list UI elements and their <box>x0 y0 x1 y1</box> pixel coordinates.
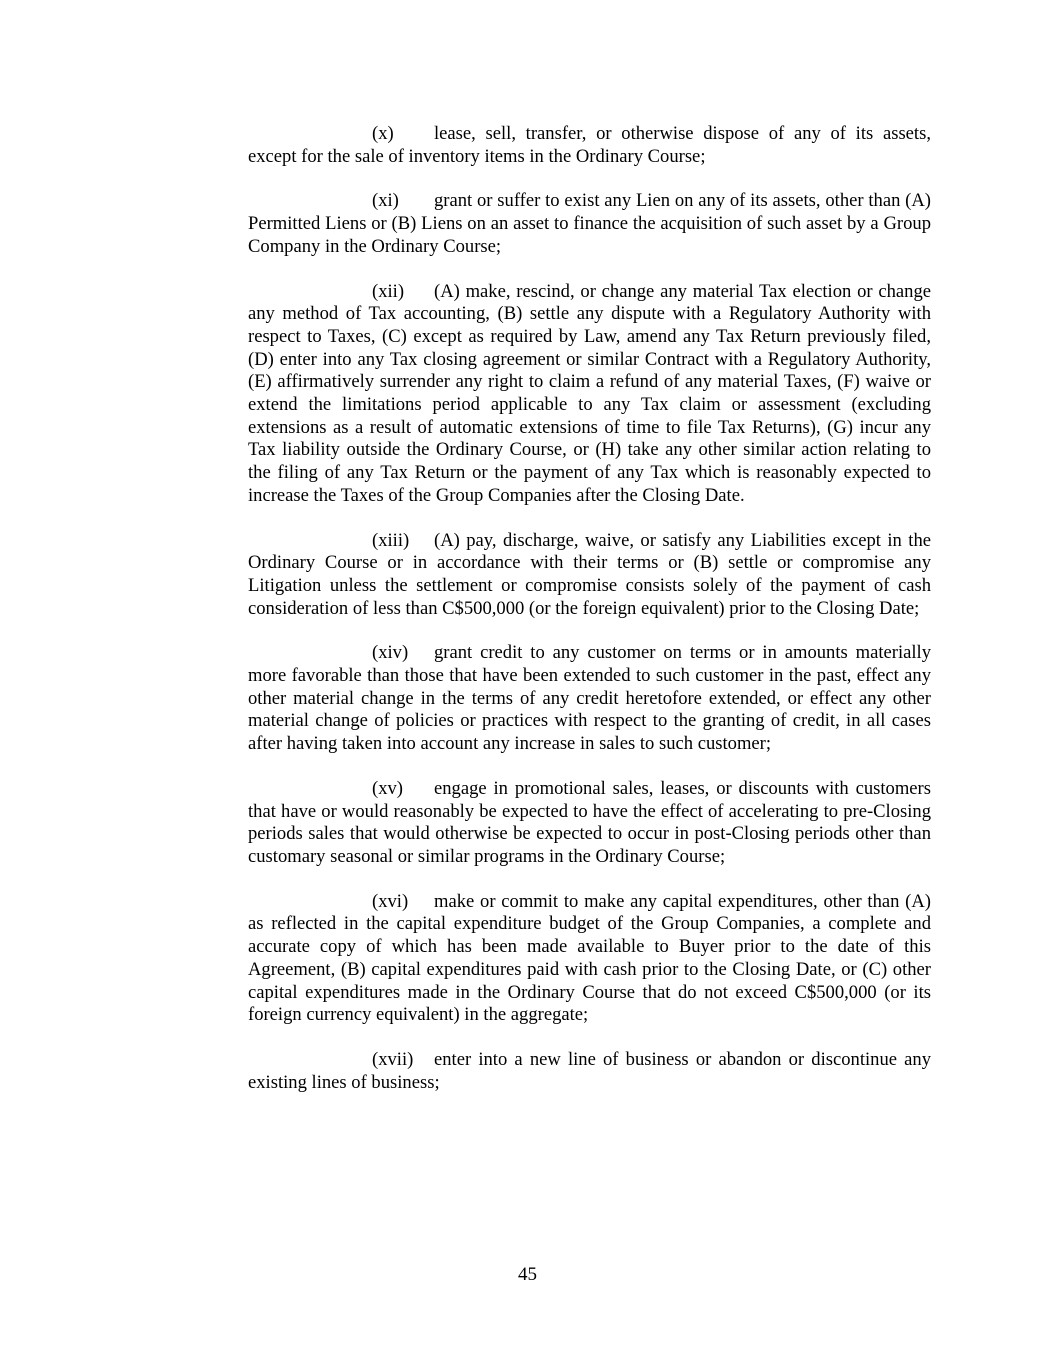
clause-text: (A) make, rescind, or change any material Tax election or change any method of Tax accounting, (B) settle any dispute with a Regulatory Authority with respect to Taxes, (C) except as required by Law, amend any Tax Return previously filed, (D) enter into any Tax closing agreement or similar Contract with a Regulatory Authority, (E) affirmatively surrender any right to claim a refund of any material Taxes, (F) waive or extend the limitations period applicable to any Tax claim or assessment (excluding extensions as a result of automatic extensions of time to file Tax Returns), (G) incur any Tax liability outside the Ordinary Course, or (H) take any other similar action relating to the filing of any Tax Return or the payment of any Tax which is reasonably expected to increase the Taxes of the Group Companies after the Closing Date. <box>248 280 931 506</box>
clause-number: (x) <box>372 123 394 144</box>
clause-text: (A) pay, discharge, waive, or satisfy any Liabilities except in the Ordinary Course or in accordance with their terms or (B) settle or compromise any Litigation unless the settlement or compromise consists solely of the payment of cash consideration of less than C$500,000 (or the foreign equivalent) prior to the Closing Date; <box>248 529 931 619</box>
clause-xvii <box>248 1049 931 1094</box>
clause-xiv <box>248 642 931 756</box>
clause-number: (xiv) <box>372 642 409 664</box>
clause-number: (xi) <box>372 190 399 212</box>
clause-xiii <box>248 530 931 621</box>
page-number: 45 <box>518 1264 537 1285</box>
clause-number: (xiii) <box>372 529 410 551</box>
clause-xvi <box>248 891 931 1027</box>
clause-number: (xii) <box>372 280 405 302</box>
clause-text: lease, sell, transfer, or otherwise dispose of any of its assets, except for the sale of inventory items in the Ordinary Course; <box>248 123 931 167</box>
clause-number: (xvi) <box>372 890 409 912</box>
clause-text: grant or suffer to exist any Lien on any of its assets, other than (A) Permitted Liens or (B) Liens on an asset to finance the acquisition of such asset by a Group Company in the Ordinary Course; <box>248 190 931 257</box>
clause-text: engage in promotional sales, leases, or discounts with customers that have or would reasonably be expected to have the effect of accelerating to pre-Closing periods sales that would otherwise be expected to occur in post-Closing periods other than customary seasonal or similar programs in the Ordinary Course; <box>248 777 931 867</box>
clause-text: make or commit to make any capital expenditures, other than (A) as reflected in the capital expenditure budget of the Group Companies, a complete and accurate copy of which has been made available to Buyer prior to the date of this Agreement, (B) capital expenditures paid with cash prior to the Closing Date, or (C) other capital expenditures made in the Ordinary Course that do not exceed C$500,000 (or its foreign currency equivalent) in the aggregate; <box>248 890 931 1026</box>
clause-number: (xv) <box>372 777 403 799</box>
clause-text: enter into a new line of business or abandon or discontinue any existing lines of business; <box>248 1048 931 1093</box>
clause-list <box>248 123 931 1116</box>
clause-text: grant credit to any customer on terms or in amounts materially more favorable than those that have been extended to such customer in the past, effect any other material change in the terms of any credit heretofore extended, or effect any other material change of policies or practices with respect to the granting of credit, in all cases after having taken into account any increase in sales to such customer; <box>248 642 931 755</box>
clause-number: (xvii) <box>372 1048 414 1070</box>
clause-xii <box>248 281 931 508</box>
clause-xv <box>248 778 931 869</box>
clause-x <box>248 123 931 168</box>
clause-xi <box>248 190 931 258</box>
